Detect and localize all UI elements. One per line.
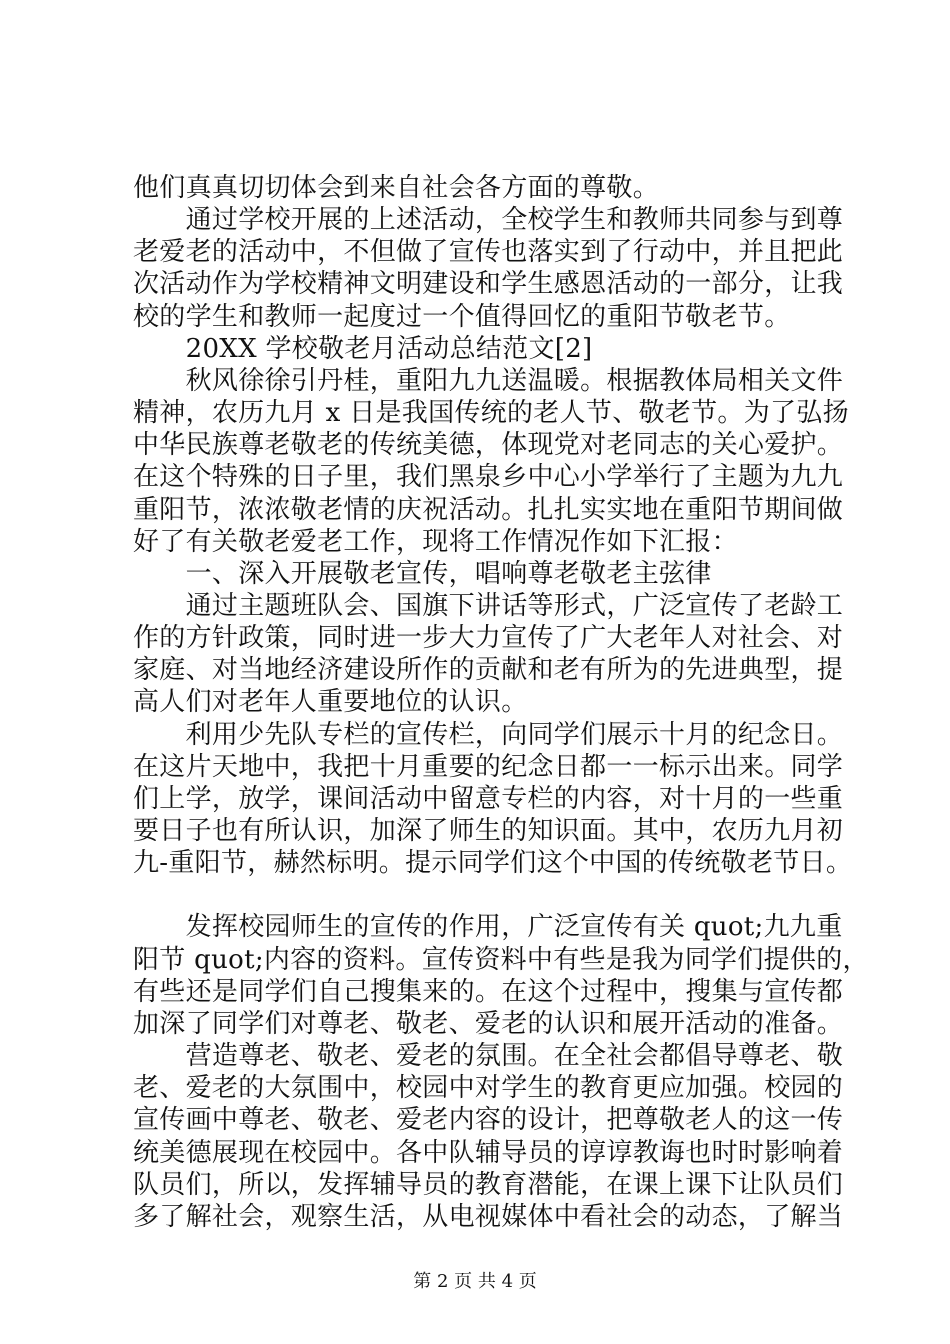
text-line: 利用少先队专栏的宣传栏，向同学们展示十月的纪念日。	[133, 719, 844, 750]
text-line: 要日子也有所认识，加深了师生的知识面。其中，农历九月初	[133, 816, 844, 846]
text-line: 宣传画中尊老、敬老、爱老内容的设计，把尊敬老人的这一传	[133, 1105, 844, 1136]
text-line: 他们真真切切体会到来自社会各方面的尊敬。	[133, 173, 660, 203]
text-line: 精神，农历九月 x 日是我国传统的老人节、敬老节。为了弘扬	[133, 398, 849, 429]
text-line: 有些还是同学们自己搜集来的。在这个过程中，搜集与宣传都	[133, 976, 844, 1007]
text-line: 通过主题班队会、国旗下讲话等形式，广泛宣传了老龄工	[133, 590, 844, 621]
text-line: 九-重阳节，赫然标明。提示同学们这个中国的传统敬老节日。	[133, 848, 853, 879]
text-line: 通过学校开展的上述活动，全校学生和教师共同参与到尊	[133, 205, 844, 236]
text-line: 老爱老的活动中，不但做了宣传也落实到了行动中，并且把此	[133, 237, 844, 268]
text-line: 加深了同学们对尊老、敬老、爱老的认识和展开活动的准备。	[133, 1008, 844, 1039]
text-line: 一、深入开展敬老宣传，唱响尊老敬老主弦律	[133, 558, 712, 589]
text-line: 中华民族尊老敬老的传统美德，体现党对老同志的关心爱护。	[133, 430, 844, 461]
text-line: 阳节 quot;内容的资料。宣传资料中有些是我为同学们提供的，	[133, 944, 869, 975]
text-line: 在这片天地中，我把十月重要的纪念日都一一标示出来。同学	[133, 751, 844, 782]
text-line: 作的方针政策，同时进一步大力宣传了广大老年人对社会、对	[133, 623, 844, 654]
text-line: 多了解社会，观察生活，从电视媒体中看社会的动态，了解当	[133, 1201, 844, 1232]
text-line: 20XX 学校敬老月活动总结范文[2]	[133, 333, 593, 364]
text-line: 队员们，所以，发挥辅导员的教育潜能，在课上课下让队员们	[133, 1169, 844, 1200]
text-line	[133, 877, 833, 913]
page-footer: 第 2 页 共 4 页	[413, 1271, 537, 1292]
text-line: 们上学，放学，课间活动中留意专栏的内容，对十月的一些重	[133, 783, 844, 814]
text-line: 好了有关敬老爱老工作，现将工作情况作如下汇报：	[133, 526, 738, 557]
text-line: 高人们对老年人重要地位的认识。	[133, 687, 528, 718]
text-line: 重阳节，浓浓敬老情的庆祝活动。扎扎实实地在重阳节期间做	[133, 494, 844, 525]
text-line: 次活动作为学校精神文明建设和学生感恩活动的一部分，让我	[133, 269, 844, 300]
text-line: 秋风徐徐引丹桂，重阳九九送温暖。根据教体局相关文件	[133, 365, 844, 396]
text-line: 在这个特殊的日子里，我们黑泉乡中心小学举行了主题为九九	[133, 462, 844, 493]
text-line: 统美德展现在校园中。各中队辅导员的谆谆教诲也时时影响着	[133, 1137, 844, 1168]
text-line: 校的学生和教师一起度过一个值得回忆的重阳节敬老节。	[133, 301, 791, 332]
text-line: 老、爱老的大氛围中，校园中对学生的教育更应加强。校园的	[133, 1073, 844, 1104]
text-line: 家庭、对当地经济建设所作的贡献和老有所为的先进典型，提	[133, 655, 844, 686]
text-line: 营造尊老、敬老、爱老的氛围。在全社会都倡导尊老、敬	[133, 1041, 844, 1072]
text-line: 发挥校园师生的宣传的作用，广泛宣传有关 quot;九九重	[133, 912, 843, 943]
